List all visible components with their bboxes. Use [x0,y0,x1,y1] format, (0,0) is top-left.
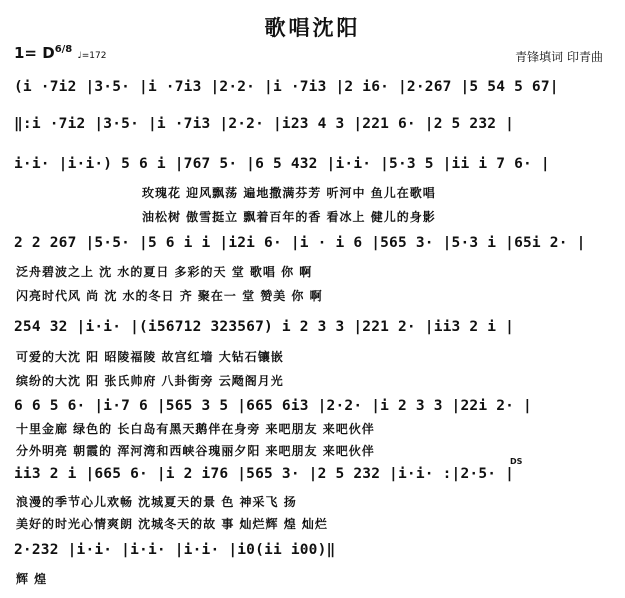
notation-line-8: 2·232 |i·i· |i·i· |i·i· |i0(ii i00)‖ [14,542,336,558]
credits: 青锋填词 印青曲 [515,50,603,64]
lyric-line-2b: 闪亮时代风 尚 沈 水的冬日 齐 聚在一 堂 赞美 你 啊 [16,289,323,303]
lyric-line-2a: 泛舟碧波之上 沈 水的夏日 多彩的天 堂 歌唱 你 啊 [16,265,313,279]
ds-marking: DS [510,457,523,466]
lyric-line-1b: 油松树 傲雪挺立 飘着百年的香 看冰上 健儿的身影 [142,210,436,224]
notation-line-1: (i ·7i2 |3·5· |i ·7i3 |2·2· |i ·7i3 |2 i6· |2·267 |5 54 5 67| [14,79,559,95]
key-signature [14,44,106,62]
tempo-marking: ♩=172 [77,51,107,61]
lyric-line-1a: 玫瑰花 迎风飘荡 遍地撒满芬芳 听河中 鱼儿在歌唱 [142,186,436,200]
lyric-line-4a: 十里金廊 绿色的 长白岛有黑天鹅伴在身旁 来吧朋友 来吧伙伴 [16,422,375,436]
lyric-line-5a: 浪漫的季节心儿欢畅 沈城夏天的景 色 神采飞 扬 [16,495,297,509]
notation-line-2: ‖:i ·7i2 |3·5· |i ·7i3 |2·2· |i23 4 3 |221 6· |2 5 232 | [14,116,515,132]
notation-line-6: 6 6 5 6· |i·7 6 |565 3 5 |665 6i3 |2·2· |i 2 3 3 |22i 2· | [14,398,532,414]
notation-line-5: 254 32 |i·i· |(i56712 323567) i 2 3 3 |221 2· |ii3 2 i | [14,319,515,335]
key-label: 1= D [14,44,55,62]
lyric-line-6a: 辉 煌 [16,572,48,586]
notation-line-4: 2 2 267 |5·5· |5 6 i i |i2i 6· |i · i 6 |565 3· |5·3 i |65i 2· | [14,235,586,251]
notation-line-7: ii3 2 i |665 6· |i 2 i76 |565 3· |2 5 232 |i·i· :|2·5· | [14,466,515,482]
notation-line-3: i·i· |i·i·) 5 6 i |767 5· |6 5 432 |i·i· |5·3 5 |ii i 7 6· | [14,156,550,172]
song-title: 歌唱沈阳 [264,16,361,40]
time-signature: 6/8 [54,44,73,55]
lyric-line-3a: 可爱的大沈 阳 昭陵福陵 故宫红墙 大钻石镶嵌 [16,350,284,364]
lyric-line-3b: 缤纷的大沈 阳 张氏帅府 八卦街旁 云飏阁月光 [16,374,284,388]
lyric-line-4b: 分外明亮 朝霞的 浑河湾和西峡谷瑰丽夕阳 来吧朋友 来吧伙伴 [16,444,375,458]
lyric-line-5b: 美好的时光心情爽朗 沈城冬天的故 事 灿烂辉 煌 灿烂 [16,517,328,531]
